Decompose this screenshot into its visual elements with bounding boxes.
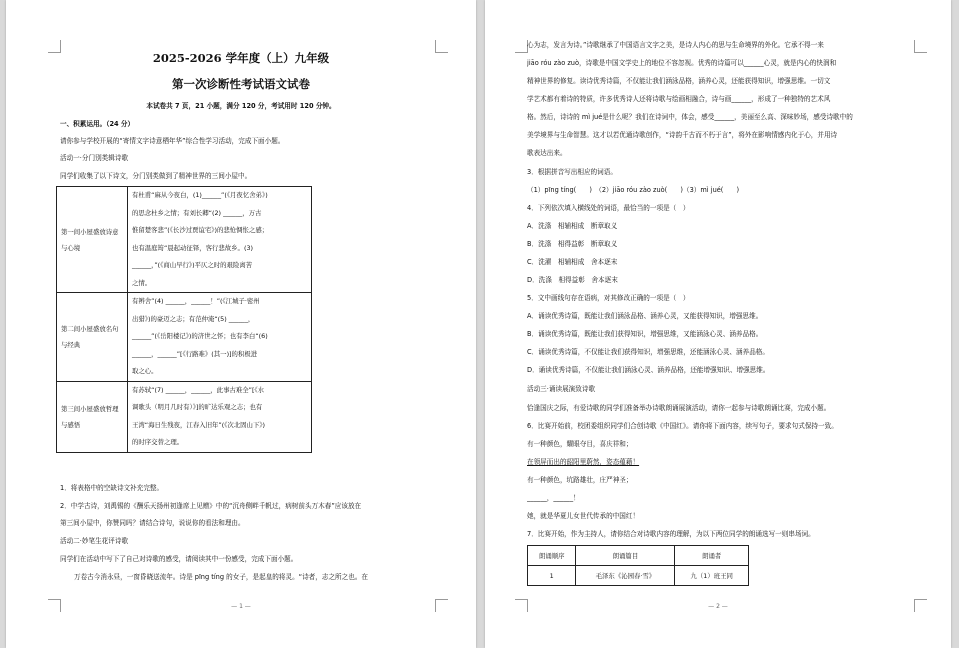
paragraph: 同学们收集了以下诗文，分门别类做到了精神世界的三间小屋中。 <box>60 172 252 180</box>
recital-order-table <box>527 545 749 586</box>
passage-text: jiāo róu zào zuò，诗歌是中国文学史上的地位不容忽视。优秀的诗篇可以______心灵，就是内心的快润和 <box>527 59 837 67</box>
poem-category-table <box>56 186 312 453</box>
exam-title-line-2: 第一次诊断性考试语文试卷 <box>172 77 310 91</box>
table-cell-content: 有杜甫“麻从今夜白，(1)______”(《月夜忆舍弟》) 的思念杜乡之情；有刘长卿“(2) ______，万古 惟留楚客悲”(《长沙过贾谊宅》)的悲怆惆怅之感； 也有温庭筠“晨起动征铎，客行悲故乡。(3) ______，”(《商山早行》)平仄之时的艰险离苦 之情。 <box>128 187 312 293</box>
table-row <box>528 566 749 586</box>
option-c: C．诵读优秀诗篇，不仅能让我们获得知识，增强思维，还能涵泳心灵、涵养品格。 <box>527 348 769 356</box>
passage-text: 心为志，发言为诗。”诗歌继承了中国语言文字之美，是诗人内心的思与生命境界的外化。它承不得一来 <box>527 41 824 49</box>
question-2-line-2: 第三间小屋中，你赞同吗？请结合诗句，说说你的看法和理由。 <box>60 519 245 527</box>
table-header: 朗诵者 <box>675 546 749 566</box>
table-row <box>57 293 312 382</box>
section-heading: 一、积累运用。（24 分） <box>60 120 135 128</box>
question-1: 1．将表格中的空缺诗文补充完整。 <box>60 484 164 492</box>
option-b: B．洗涤 相得益彰 断章取义 <box>527 240 618 248</box>
option-b: B．诵读优秀诗篇，既能让我们获得知识，增强思维，又能涵泳心灵、涵养品格。 <box>527 330 763 338</box>
poem-line: 有一种颜色，耀眼夺目，喜庆祥和； <box>527 440 633 448</box>
question-7: 7．比赛开始，作为主持人，请你结合对诗歌内容的理解，为以下两位同学的朗诵选写一则串场词。 <box>527 530 815 538</box>
document-page-1 <box>6 0 476 648</box>
activity-heading: 活动二·妙笔生花评诗歌 <box>60 537 129 545</box>
passage-text: 学艺术都有着诗的特质，许多优秀诗人还将诗歌与绘画相融合，诗与画______，形成了一种独特的艺术风 <box>527 95 831 103</box>
table-row <box>57 187 312 293</box>
question-3-options: （1）pīng tíng( ) （2）jiāo róu zào zuò( )（3）mì jué( ) <box>527 186 740 194</box>
poem-line: 她，就是华夏儿女世代传承的中国红！ <box>527 512 640 520</box>
question-6: 6．比赛开始前，校团委组织同学们合创诗歌《中国红》。请你将下面内容，续写句子，要求句式保持一致。 <box>527 422 838 430</box>
option-d: D．诵读优秀诗篇，不仅能让我们涵泳心灵、涵养品格，还能增强知识、增强思维。 <box>527 366 770 374</box>
poem-blank-line: ______，______！ <box>527 494 580 502</box>
table-cell-label: 第一间小屋盛放诗意与心境 <box>57 187 128 293</box>
passage-text: 歌表达出来。 <box>527 149 567 157</box>
option-c: C．洗濯 相辅相成 舍本逐末 <box>527 258 618 266</box>
table-header: 朗诵篇目 <box>576 546 675 566</box>
table-cell-label: 第三间小屋盛放哲理与感悟 <box>57 381 128 452</box>
exam-title-line-1: 2025-2026 学年度（上）九年级 <box>152 51 330 65</box>
passage-text: 格。然后，诗诗的 mì jué是什么呢？我们在诗词中，体会，感受______，美丽至么高、深味妙场，感受诗歌中的 <box>527 113 853 121</box>
page-number: — 1 — <box>231 603 251 610</box>
question-3: 3．根据拼音写出相应的词语。 <box>527 168 617 176</box>
option-a: A．诵读优秀诗篇，既能让我们涵泳品格、涵养心灵，又能获得知识，增强思维。 <box>527 312 763 320</box>
passage-text: 万卷古今消永昼，一窗昏晓送流年。诗是 pīng tíng 的女子，是起皇的将灵。“诗者，志之所之也。在 <box>74 573 369 581</box>
option-a: A．洗涤 相辅相成 断章取义 <box>527 222 618 230</box>
table-row <box>57 381 312 452</box>
paragraph: 恰逢国庆之际，有爱诗歌的同学们准备举办诗歌朗诵展演活动，请你一起参与诗歌朗诵比赛，完成小题。 <box>527 404 831 412</box>
table-cell: 1 <box>528 566 576 586</box>
table-cell-content: 有苏轼“(7) ______，______，此事古难全”[《水 调歌头（明月几时有）》]的旷达乐观之志；也有 王湾“海日生残夜，江春入旧年”(《次北固山下》) 的时序交替之理。 <box>128 381 312 452</box>
activity-heading: 活动一·分门别类辑诗歌 <box>60 154 129 162</box>
activity-heading: 活动三·诵读展演致诗歌 <box>527 385 596 393</box>
poem-line: 在领屏而出的韶阳里蔚然，姿态蕴藉！ <box>527 458 640 466</box>
table-cell-label: 第二间小屋盛放名句与经典 <box>57 293 128 382</box>
table-header: 朗诵顺序 <box>528 546 576 566</box>
table-cell: 毛泽东《沁园春·雪》 <box>576 566 675 586</box>
table-cell: 九（1）班王同 <box>675 566 749 586</box>
document-page-2 <box>485 0 951 648</box>
table-header-row <box>528 546 749 566</box>
question-2-line-1: 2．中学古诗，刘禹锡的《酬乐天扬州初逢席上见赠》中的“沉舟侧畔千帆过，病树前头万木春”应该放在 <box>60 502 362 510</box>
passage-text: 精神世界的修复。读诗优秀诗篇，不仅能让我们涵泳品格，涵养心灵，还能获得知识，增强思维。一切文 <box>527 77 831 85</box>
passage-text: 美学境界与生命智慧。这才以若优通诗歌创作，“诗韵千古而不朽于言”，将外在影响情感内化于心，并用诗 <box>527 131 838 139</box>
question-5: 5．文中画线句存在语病，对其修改正确的一项是（ ） <box>527 294 690 302</box>
paragraph: 请你参与学校开展的“寄情文字诗意栖年华”综合性学习活动，完成下面小题。 <box>60 137 285 145</box>
page-number: — 2 — <box>708 603 728 610</box>
exam-subtitle: 本试卷共 7 页，21 小题，满分 120 分，考试用时 120 分钟。 <box>146 102 336 110</box>
option-d: D．洗涤 相得益彰 舍本逐末 <box>527 276 618 284</box>
question-4: 4．下列依次填入横线处的词语，最恰当的一项是（ ） <box>527 204 690 212</box>
paragraph: 同学们在活动中写下了自己对诗歌的感受，请阅读其中一份感受，完成下面小题。 <box>60 555 298 563</box>
poem-line: 有一种颜色，坑路雄壮，庄严神圣； <box>527 476 633 484</box>
table-cell-content: 有辨舍”(4) ______，______！”(《江城子·密州 出猎》)的豪迈之志；有范仲淹“(5) ______， ______”(《岳阳楼记》)的济世之怀；也有李白“(6) ______，______”[《行路难》(其一)]的积极进 取之心。 <box>128 293 312 382</box>
page-corner-marker <box>914 40 927 53</box>
